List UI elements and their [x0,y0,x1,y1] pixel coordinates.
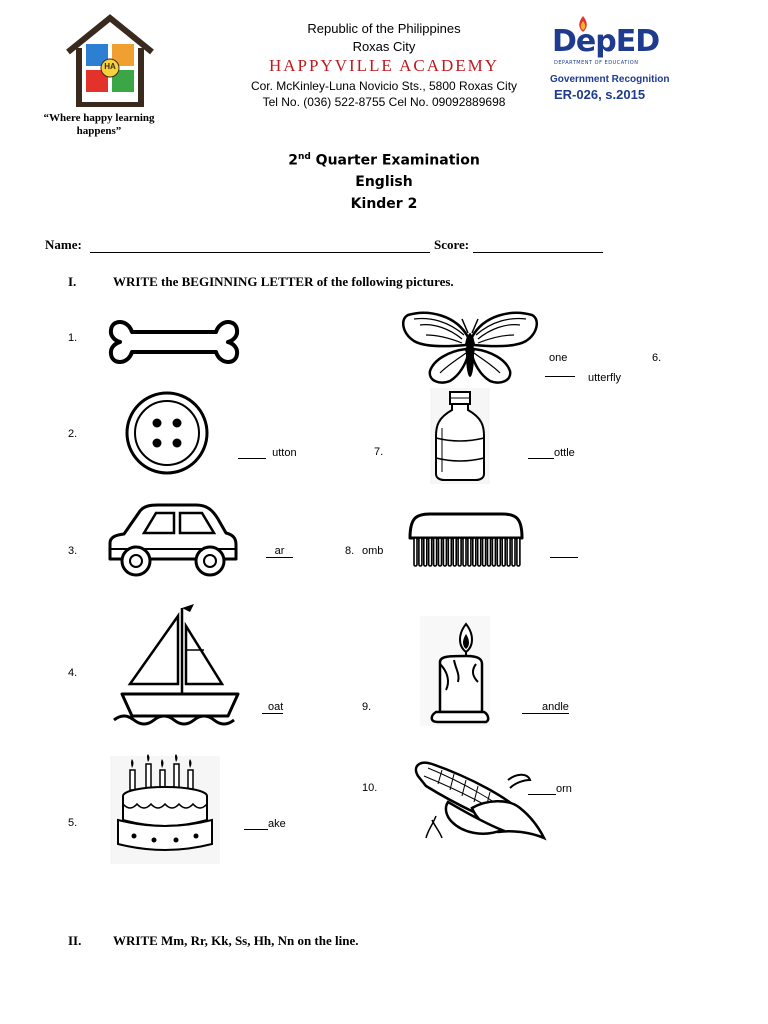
bottle-picture [430,388,490,484]
exam-title-number: 2 [288,152,298,169]
comb-tooth [419,538,422,566]
item-6-answer-line[interactable] [545,364,575,377]
address-text: Cor. McKinley-Luna Novicio Sts., 5800 Roxas City [250,79,518,93]
item-10-number: 10. [362,782,378,794]
item-9-number: 9. [362,701,372,713]
item-8-word: omb [362,545,384,557]
comb-tooth [453,538,456,566]
comb-tooth [492,538,495,566]
item-4-number: 4. [68,667,78,679]
comb-tooth [458,538,461,566]
republic-text: Republic of the Philippines [307,21,461,36]
comb-tooth [517,538,520,566]
name-label: Name: [45,237,82,252]
exam-title [184,152,584,169]
academy-name: HAPPYVILLE ACADEMY [268,56,500,75]
item-8-answer-line[interactable] [550,545,578,558]
exam-title-sup: nd [297,152,311,162]
comb-tooth [507,538,510,566]
exam-grade: Kinder 2 [350,196,418,212]
item-2-word: utton [272,447,297,459]
item-8-number: 8. [345,545,355,557]
logo-letters: HA [104,62,116,71]
deped-wordmark: DepED [552,24,660,59]
butterfly-picture [400,311,540,387]
item-3-word: ar [266,545,293,558]
candle-picture [420,616,490,726]
car-picture [104,503,240,579]
phone-text: Tel No. (036) 522-8755 Cel No. 09092889698 [262,95,506,109]
section-2-numeral: II. [68,933,82,948]
item-7-number: 7. [374,446,384,458]
item-2-answer[interactable] [238,446,297,459]
item-5-word: ake [268,818,286,830]
item-4-word: oat [268,701,284,713]
deped-subtitle: DEPARTMENT OF EDUCATION [554,60,639,66]
gov-recognition: Government Recognition [550,74,670,85]
score-label: Score: [434,237,470,252]
item-10-word: orn [556,783,572,795]
corn-picture [412,758,546,848]
section-1-numeral: I. [68,274,77,289]
item-5-answer[interactable] [244,817,286,830]
item-5-number: 5. [68,817,78,829]
item-6-word-a: one [549,352,568,364]
comb-tooth [483,538,486,566]
comb-tooth [488,538,491,566]
comb-tooth [439,538,442,566]
comb-tooth [497,538,500,566]
section-1-instruction: WRITE the BEGINNING LETTER of the following pictures. [113,274,454,289]
name-line[interactable] [90,240,430,253]
er-number: ER-026, s.2015 [554,87,646,102]
item-3-answer[interactable] [266,545,293,558]
exam-subject: English [355,174,413,190]
comb-tooth [414,538,417,566]
item-9-answer[interactable] [522,701,569,714]
deped-logo [550,16,660,70]
comb-tooth [424,538,427,566]
item-4-answer[interactable] [262,701,283,714]
item-1-number: 1. [68,332,78,344]
boat-picture [110,602,246,732]
comb-picture [406,510,526,570]
school-tagline: “Where happy learning happens” [43,112,155,137]
comb-tooth [443,538,446,566]
item-6-number: 6. [652,352,662,364]
item-9-word: andle [542,701,569,713]
comb-tooth [512,538,515,566]
comb-teeth [414,538,520,566]
comb-tooth [478,538,481,566]
item-7-word: ottle [554,447,575,459]
exam-title-rest: Quarter Examination [310,152,480,169]
comb-tooth [473,538,476,566]
bone-picture [106,313,242,371]
item-2-number: 2. [68,428,78,440]
comb-tooth [429,538,432,566]
comb-tooth [434,538,437,566]
button-picture [122,388,212,478]
cake-picture [110,756,220,864]
school-logo [62,14,158,110]
item-6-word-b: utterfly [588,372,622,384]
item-7-answer[interactable] [528,446,575,459]
item-3-number: 3. [68,545,78,557]
item-10-answer[interactable] [528,782,572,795]
score-line[interactable] [473,240,603,253]
comb-tooth [502,538,505,566]
comb-tooth [463,538,466,566]
section-2-instruction: WRITE Mm, Rr, Kk, Ss, Hh, Nn on the line. [113,933,359,948]
comb-tooth [448,538,451,566]
comb-tooth [468,538,471,566]
city-text: Roxas City [352,39,416,54]
